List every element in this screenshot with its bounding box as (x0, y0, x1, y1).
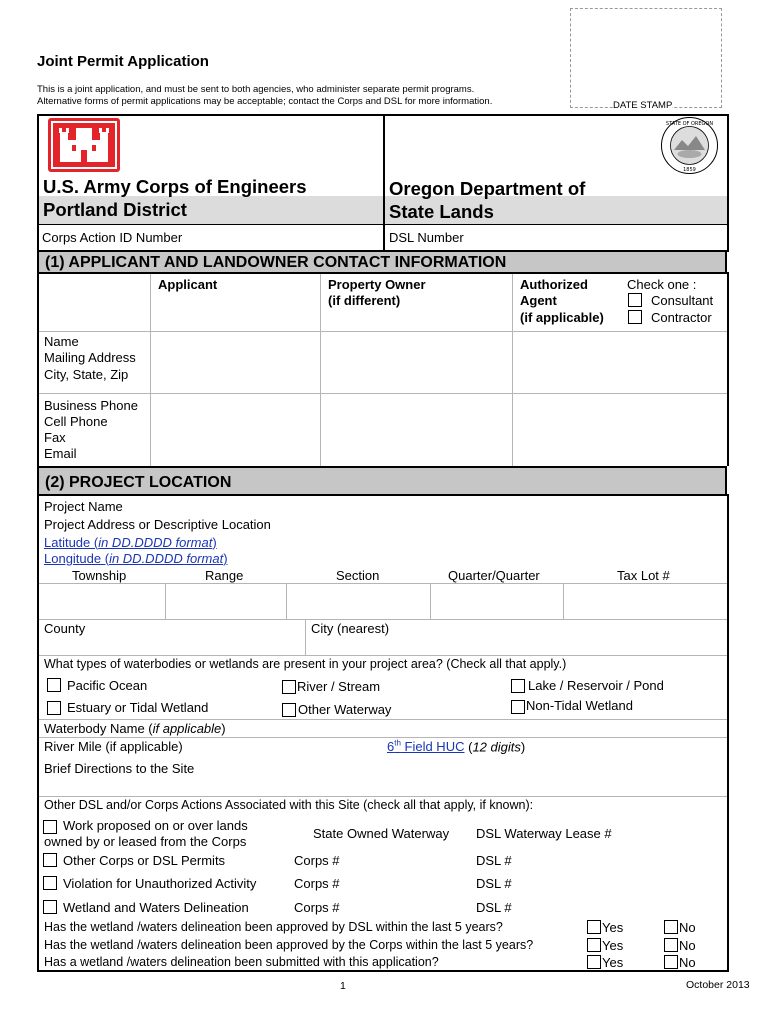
col-quarter: Quarter/Quarter (448, 568, 540, 583)
q1-yes-checkbox[interactable] (587, 920, 601, 934)
other-waterway-checkbox[interactable] (282, 703, 296, 717)
footer-date: October 2013 (686, 979, 750, 991)
q1-no-label: No (679, 920, 696, 935)
delineation-checkbox[interactable] (43, 900, 57, 914)
corps-lands-label-1: Work proposed on or over lands (63, 818, 248, 833)
col-taxlot: Tax Lot # (617, 568, 670, 583)
longitude-link[interactable]: Longitude (in DD.DDDD format) (44, 551, 228, 566)
huc-field[interactable]: 6th Field HUC (12 digits) (387, 739, 526, 755)
other-permits-corps: Corps # (294, 853, 340, 868)
oregon-state-seal (660, 116, 719, 175)
lake-label: Lake / Reservoir / Pond (528, 678, 664, 693)
violation-dsl: DSL # (476, 876, 512, 891)
col-applicant: Applicant (158, 277, 218, 292)
col-owner-2: (if different) (328, 293, 401, 308)
waterbody-name-field[interactable]: Waterbody Name (if applicable) (44, 721, 226, 736)
estuary-label: Estuary or Tidal Wetland (67, 700, 209, 715)
river-stream-checkbox[interactable] (282, 680, 296, 694)
svg-text:STATE OF OREGON: STATE OF OREGON (665, 121, 714, 127)
q3-yes-checkbox[interactable] (587, 955, 601, 969)
page-number: 1 (340, 980, 346, 992)
river-stream-label: River / Stream (297, 679, 381, 694)
row-name: Name (44, 334, 79, 349)
delineation-dsl: DSL # (476, 900, 512, 915)
svg-text:1859: 1859 (683, 167, 696, 173)
q3-no-checkbox[interactable] (664, 955, 678, 969)
row-city: City, State, Zip (44, 367, 129, 382)
consultant-checkbox[interactable] (628, 293, 642, 307)
row-mailing: Mailing Address (44, 350, 136, 365)
dsl-name-line2: State Lands (389, 201, 494, 222)
violation-checkbox[interactable] (43, 876, 57, 890)
other-permits-checkbox[interactable] (43, 853, 57, 867)
nontidal-label: Non-Tidal Wetland (526, 698, 633, 713)
col-agent-2: Agent (520, 293, 557, 308)
state-owned-label: State Owned Waterway (313, 826, 450, 841)
q2-yes-checkbox[interactable] (587, 938, 601, 952)
delineation-label: Wetland and Waters Delineation (63, 900, 249, 915)
consultant-label: Consultant (651, 293, 714, 308)
col-agent-1: Authorized (520, 277, 588, 292)
intro-line-2: Alternative forms of permit applications may be acceptable; contact the Corps and DSL for more information. (37, 96, 493, 107)
date-stamp-box (570, 8, 722, 108)
latitude-link[interactable]: Latitude (in DD.DDDD format) (44, 535, 217, 550)
q2-no-checkbox[interactable] (664, 938, 678, 952)
question-submitted: Has a wetland /waters delineation been submitted with this application? (44, 955, 439, 969)
form-title: Joint Permit Application (37, 53, 209, 70)
other-permits-dsl: DSL # (476, 853, 512, 868)
other-actions-question: Other DSL and/or Corps Actions Associated with this Site (check all that apply, if known): (44, 798, 534, 812)
q1-no-checkbox[interactable] (664, 920, 678, 934)
pacific-ocean-label: Pacific Ocean (67, 678, 148, 693)
row-business-phone: Business Phone (44, 398, 138, 413)
corps-lands-label-2: owned by or leased from the Corps (44, 834, 247, 849)
dsl-name-line1: Oregon Department of (389, 178, 586, 199)
question-corps: Has the wetland /waters delineation been approved by the Corps within the last 5 years? (44, 938, 534, 952)
corps-name-line1: U.S. Army Corps of Engineers (43, 176, 307, 197)
corps-action-id-field[interactable]: Corps Action ID Number (42, 230, 183, 245)
brief-directions-field[interactable]: Brief Directions to the Site (44, 761, 195, 776)
q3-no-label: No (679, 955, 696, 970)
estuary-checkbox[interactable] (47, 701, 61, 715)
question-dsl: Has the wetland /waters delineation been approved by DSL within the last 5 years? (44, 920, 503, 934)
city-field[interactable]: City (nearest) (311, 621, 390, 636)
other-permits-label: Other Corps or DSL Permits (63, 853, 226, 868)
river-mile-field[interactable]: River Mile (if applicable) (44, 739, 183, 754)
col-owner-1: Property Owner (328, 277, 426, 292)
violation-corps: Corps # (294, 876, 340, 891)
section1-header: (1) APPLICANT AND LANDOWNER CONTACT INFORMATION (37, 250, 727, 274)
q1-yes-label: Yes (602, 920, 624, 935)
dsl-lease-label: DSL Waterway Lease # (476, 826, 612, 841)
dsl-number-field[interactable]: DSL Number (389, 230, 464, 245)
waterbody-question: What types of waterbodies or wetlands are present in your project area? (Check all that apply.) (44, 657, 567, 671)
q3-yes-label: Yes (602, 955, 624, 970)
row-email: Email (44, 446, 77, 461)
corps-name-line2: Portland District (43, 199, 187, 220)
row-fax: Fax (44, 430, 66, 445)
county-field[interactable]: County (44, 621, 86, 636)
corps-lands-checkbox[interactable] (43, 820, 57, 834)
section2-header: (2) PROJECT LOCATION (37, 466, 727, 496)
lake-checkbox[interactable] (511, 679, 525, 693)
project-address-field[interactable]: Project Address or Descriptive Location (44, 517, 271, 532)
pacific-ocean-checkbox[interactable] (47, 678, 61, 692)
project-name-field[interactable]: Project Name (44, 499, 123, 514)
violation-label: Violation for Unauthorized Activity (63, 876, 257, 891)
row-cell-phone: Cell Phone (44, 414, 108, 429)
delineation-corps: Corps # (294, 900, 340, 915)
col-section: Section (336, 568, 380, 583)
other-waterway-label: Other Waterway (298, 702, 392, 717)
q2-no-label: No (679, 938, 696, 953)
corps-castle-logo (48, 118, 120, 172)
nontidal-checkbox[interactable] (511, 700, 525, 714)
col-township: Township (72, 568, 127, 583)
q2-yes-label: Yes (602, 938, 624, 953)
col-range: Range (205, 568, 244, 583)
check-one-label: Check one : (627, 277, 697, 292)
intro-line-1: This is a joint application, and must be sent to both agencies, who administer separate permit programs. (37, 84, 475, 95)
contractor-label: Contractor (651, 310, 712, 325)
contractor-checkbox[interactable] (628, 310, 642, 324)
date-stamp-label: DATE STAMP (613, 100, 673, 111)
col-agent-3: (if applicable) (520, 310, 604, 325)
